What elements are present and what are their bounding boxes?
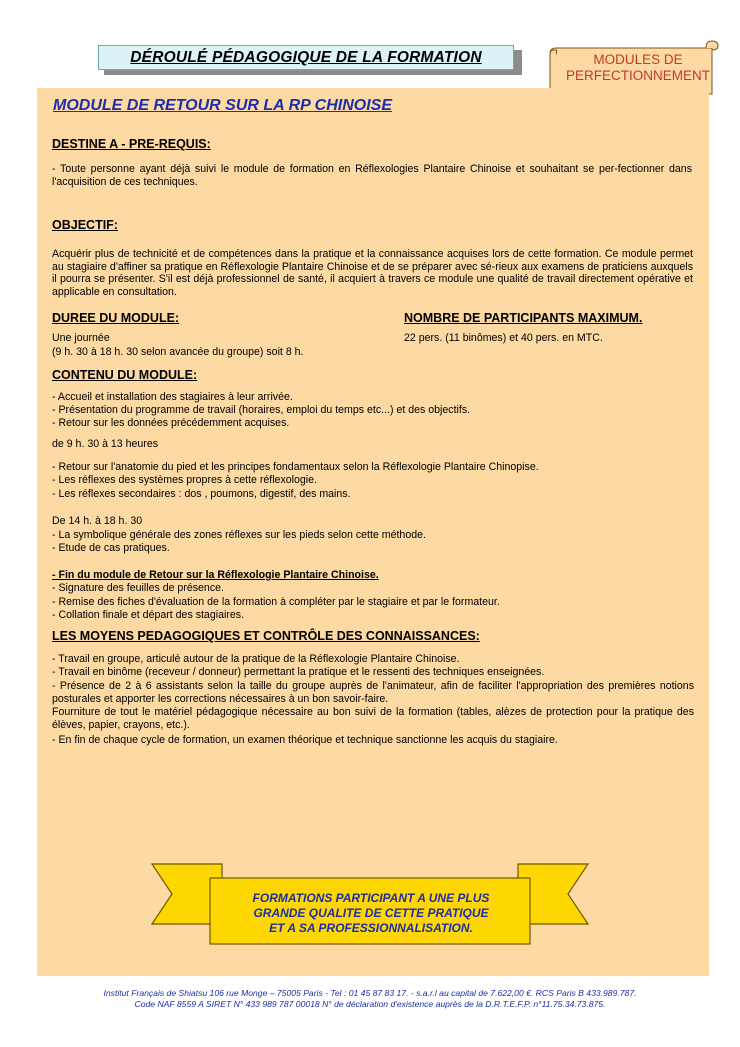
- list-item: - Etude de cas pratiques.: [52, 542, 170, 554]
- participants-heading: NOMBRE DE PARTICIPANTS MAXIMUM.: [404, 311, 643, 325]
- duree-line-2: (9 h. 30 à 18 h. 30 selon avancée du groupe) soit 8 h.: [52, 346, 304, 358]
- badge-text: [556, 52, 720, 84]
- afternoon-label: De 14 h. à 18 h. 30: [52, 515, 143, 527]
- banner-line-1: FORMATIONS PARTICIPANT A UNE PLUS: [252, 891, 490, 905]
- list-item: - Les réflexes des systèmes propres à cette réflexologie.: [52, 474, 317, 486]
- duree-line-1: Une journée: [52, 332, 110, 344]
- list-item: - Collation finale et départ des stagiaires.: [52, 609, 244, 621]
- moyens-p5: - En fin de chaque cycle de formation, un examen théorique et technique sanctionne les acquis du stagiaire.: [52, 734, 558, 746]
- list-item: - Retour sur les données précédemment acquises.: [52, 417, 290, 429]
- list-item: - Les réflexes secondaires : dos , poumons, digestif, des mains.: [52, 488, 351, 500]
- banner-line-3: ET A SA PROFESSIONNALISATION.: [269, 921, 473, 935]
- list-item: - La symbolique générale des zones réflexes sur les pieds selon cette méthode.: [52, 529, 426, 541]
- contenu-heading: CONTENU DU MODULE:: [52, 368, 198, 382]
- destine-text: - Toute personne ayant déjà suivi le module de formation en Réflexologies Plantaire Chinoise et souhaitant se per-fectionner dans l'acquisition de ces techniques.: [52, 163, 692, 188]
- list-item: - Accueil et installation des stagiaires à leur arrivée.: [52, 391, 293, 403]
- badge-line-2: PERFECTIONNEMENT: [565, 68, 710, 83]
- badge-line-1: MODULES DE: [593, 52, 683, 67]
- banner-line-2: GRANDE QUALITE DE CETTE PRATIQUE: [253, 906, 489, 920]
- morning-label: de 9 h. 30 à 13 heures: [52, 438, 159, 450]
- end-label: - Fin du module de Retour sur la Réflexologie Plantaire Chinoise.: [52, 569, 379, 581]
- destine-heading: DESTINE A - PRE-REQUIS:: [52, 137, 211, 151]
- moyens-p1: - Travail en groupe, articulé autour de la pratique de la Réflexologie Plantaire Chinoise.: [52, 653, 460, 665]
- page-title: DÉROULÉ PÉDAGOGIQUE DE LA FORMATION: [130, 48, 482, 66]
- moyens-p3: - Présence de 2 à 6 assistants selon la taille du groupe auprès de l'animateur, afin de faciliter l'appropriation des premières notions posturales et apporter les corrections nécessaires à un bon savoir-faire.: [52, 680, 694, 705]
- list-item: - Présentation du programme de travail (horaires, emploi du temps etc...) et des objectifs.: [52, 404, 471, 416]
- participants-text: 22 pers. (11 binômes) et 40 pers. en MTC.: [404, 332, 603, 344]
- duree-heading: DUREE DU MODULE:: [52, 311, 180, 325]
- moyens-p2: - Travail en binôme (receveur / donneur) permettant la pratique et le ressenti des techniques enseignées.: [52, 666, 545, 678]
- banner-text: [212, 891, 530, 936]
- footer-line-2: Code NAF 8559 A SIRET N° 433 989 787 00018 N° de déclaration d'existence auprès de la D.R.T.E.F.P. n°11.75.34.73.875.: [134, 999, 606, 1009]
- list-item: - Remise des fiches d'évaluation de la formation à compléter par le stagiaire et par le formateur.: [52, 596, 500, 608]
- footer-line-1: Institut Français de Shiatsu 106 rue Monge – 75005 Paris - Tel : 01 45 87 83 17. - s.a.r.l au capital de 7.622,00 €. RCS Paris B 433.989.787.: [103, 988, 637, 998]
- module-title: MODULE DE RETOUR SUR LA RP CHINOISE: [53, 97, 392, 114]
- list-item: - Signature des feuilles de présence.: [52, 582, 224, 594]
- list-item: - Retour sur l'anatomie du pied et les principes fondamentaux selon la Réflexologie Plantaire Chinopise.: [52, 461, 539, 473]
- moyens-p4: Fourniture de tout le matériel pédagogique nécessaire au bon suivi de la formation (tables, alèzes de protection pour la pratique des élèves, papier, crayons, etc.).: [52, 706, 694, 731]
- objectif-heading: OBJECTIF:: [52, 218, 118, 232]
- header-title-box: [98, 45, 514, 70]
- objectif-text: Acquérir plus de technicité et de compétences dans la pratique et la connaissance acquises lors de cette formation. Ce module permet au stagiaire d'affiner sa pratique en Réflexologie Plantaire Chinoise et de se préparer avec sé-rieux aux examens de praticiens auxquels il pourra se présenter. S'il est déjà professionnel de santé, il acquiert à travers ce module une qualité de travail directement opérative et applicable en consultation.: [52, 248, 693, 298]
- moyens-heading: LES MOYENS PEDAGOGIQUES ET CONTRÔLE DES CONNAISSANCES:: [52, 629, 480, 643]
